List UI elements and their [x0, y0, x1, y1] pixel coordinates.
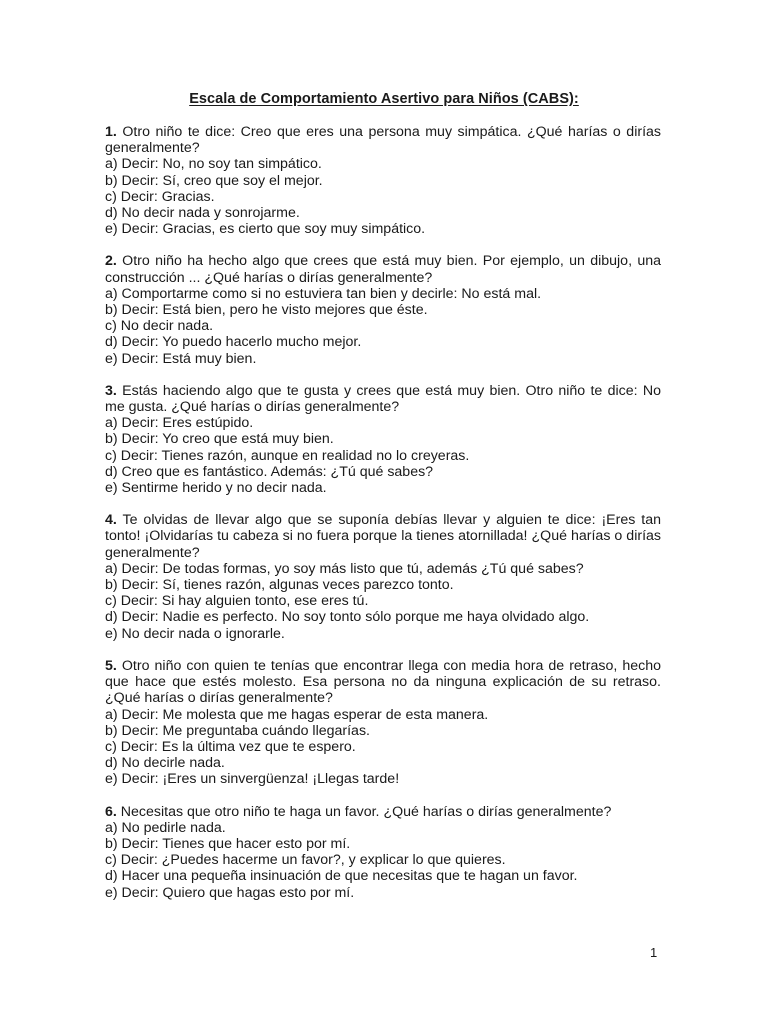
answer-option: c) Decir: Gracias. [105, 188, 215, 205]
question-text: Estás haciendo algo que te gusta y crees que está muy bien. Otro niño te dice: No me gusta. ¿Qué harías o dirías generalmente? [105, 382, 661, 416]
answer-option: a) Decir: De todas formas, yo soy más listo que tú, además ¿Tú qué sabes? [105, 560, 584, 577]
question-item [105, 253, 661, 366]
question-number: 6. [105, 803, 117, 820]
answer-option: b) Decir: Está bien, pero he visto mejores que éste. [105, 302, 428, 319]
answer-option: a) No pedirle nada. [105, 819, 226, 836]
answer-option: a) Decir: Me molesta que me hagas esperar de esta manera. [105, 706, 489, 723]
answer-option: a) Decir: Eres estúpido. [105, 415, 254, 432]
answer-option: c) Decir: Si hay alguien tonto, ese eres tú. [105, 593, 369, 610]
question-text: Necesitas que otro niño te haga un favor. ¿Qué harías o dirías generalmente? [120, 803, 612, 820]
question-item [105, 658, 661, 788]
question-list [105, 124, 661, 917]
question-text: Te olvidas de llevar algo que se suponía debías llevar y alguien te dice: ¡Eres tan tonto! ¡Olvidarías tu cabeza si no fuera porque la tienes atornillada! ¿Qué harías o dirías generalmente? [105, 512, 661, 561]
question-stem [105, 512, 661, 561]
answer-option: d) Hacer una pequeña insinuación de que necesitas que te hagan un favor. [105, 868, 578, 885]
answer-option: e) Decir: Está muy bien. [105, 350, 257, 367]
answer-option: b) Decir: Yo creo que está muy bien. [105, 431, 334, 448]
answer-option: d) No decir nada y sonrojarme. [105, 205, 300, 222]
question-item [105, 804, 661, 901]
question-stem [105, 124, 661, 156]
question-item [105, 512, 661, 642]
answer-option: a) Decir: No, no soy tan simpático. [105, 156, 322, 173]
question-stem [105, 253, 661, 285]
answer-option: d) Decir: Nadie es perfecto. No soy tonto sólo porque me haya olvidado algo. [105, 609, 590, 626]
answer-option: e) No decir nada o ignorarle. [105, 625, 285, 642]
question-number: 3. [105, 382, 117, 399]
answer-option: d) Creo que es fantástico. Además: ¿Tú qué sabes? [105, 463, 434, 480]
answer-option: d) Decir: Yo puedo hacerlo mucho mejor. [105, 334, 362, 351]
answer-option: e) Decir: Quiero que hagas esto por mí. [105, 884, 355, 901]
answer-option: e) Decir: Gracias, es cierto que soy muy simpático. [105, 221, 426, 238]
answer-option: b) Decir: Sí, creo que soy el mejor. [105, 172, 323, 189]
answer-option: a) Comportarme como si no estuviera tan bien y decirle: No está mal. [105, 285, 542, 302]
answer-option: b) Decir: Me preguntaba cuándo llegarías. [105, 722, 370, 739]
question-item [105, 124, 661, 237]
question-number: 4. [105, 512, 117, 529]
question-number: 2. [105, 253, 117, 270]
answer-option: c) Decir: Tienes razón, aunque en realidad no lo creyeras. [105, 447, 470, 464]
question-text: Otro niño te dice: Creo que eres una persona muy simpática. ¿Qué harías o dirías generalmente? [105, 124, 661, 157]
question-item [105, 383, 661, 496]
question-number: 5. [105, 657, 117, 674]
answer-option: b) Decir: Sí, tienes razón, algunas veces parezco tonto. [105, 577, 454, 594]
question-number: 1. [105, 124, 117, 140]
question-stem [105, 383, 661, 415]
answer-option: e) Sentirme herido y no decir nada. [105, 480, 327, 497]
answer-option: c) No decir nada. [105, 318, 214, 335]
answer-option: c) Decir: ¿Puedes hacerme un favor?, y explicar lo que quieres. [105, 852, 506, 869]
answer-option: d) No decirle nada. [105, 755, 225, 772]
question-text: Otro niño ha hecho algo que crees que está muy bien. Por ejemplo, un dibujo, una construcción ... ¿Qué harías o dirías generalmente? [105, 253, 661, 286]
question-text: Otro niño con quien te tenías que encontrar llega con media hora de retraso, hecho que hace que estés molesto. Esa persona no da ninguna explicación de su retraso. ¿Qué harías o dirías generalmente? [105, 657, 661, 707]
answer-option: c) Decir: Es la última vez que te espero. [105, 738, 356, 755]
question-stem [105, 804, 661, 820]
document-title: Escala de Comportamiento Asertivo para Niños (CABS): [189, 91, 579, 107]
answer-option: e) Decir: ¡Eres un sinvergüenza! ¡Llegas tarde! [105, 771, 400, 788]
question-stem [105, 658, 661, 707]
answer-option: b) Decir: Tienes que hacer esto por mí. [105, 835, 351, 852]
page-number: 1 [650, 945, 658, 960]
